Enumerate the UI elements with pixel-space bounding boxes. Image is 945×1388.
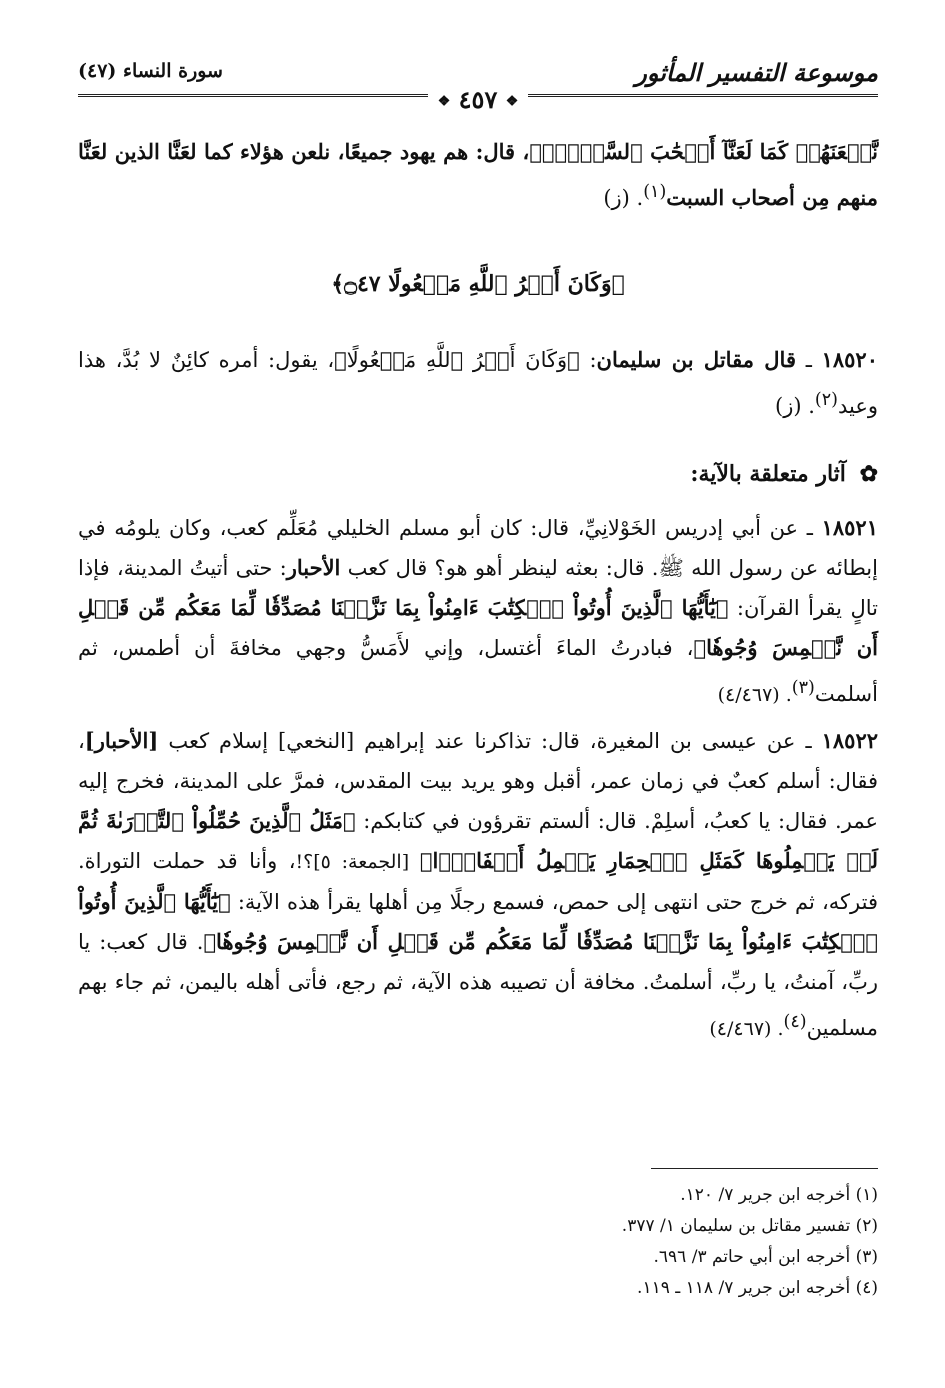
entry-18521 [78, 508, 878, 715]
section-heading [78, 454, 878, 494]
quran-quote: ﴿مَثَلُ ٱلَّذِينَ حُمِّلُواْ ٱلتَّوۡرَىٰةَ ثُمَّ لَمۡ يَحۡمِلُوهَا كَمَثَلِ ٱلۡحِمَارِ يَحۡمِلُ أَسۡفَارَۢا﴾ [78, 808, 879, 873]
flower-icon: ✿ [859, 461, 878, 487]
bold-name: الأحبار [286, 555, 341, 580]
bold-name: [الأحبار] [84, 728, 159, 753]
entry-text: عن أبي إدريس الخَوْلانِيِّ، قال: كان أبو مسلم الخليلي مُعَلِّم كعب، وكان يلومُه في إبطائه عن رسول الله ﷺ. قال: بعثه لينظر أهو هو؟ قال كعب [78, 516, 878, 580]
footnote-ref: (٣) [791, 678, 815, 698]
footnote: (٢) تفسير مقاتل بن سليمان ١/ ٣٧٧. [621, 1216, 878, 1236]
footnote: (١) أخرجه ابن جرير ٧/ ١٢٠. [680, 1185, 878, 1205]
ornament-icon: ❖ [505, 93, 519, 110]
entry-text: عن عيسى بن المغيرة، قال: تذاكرنا عند إبراهيم [النخعي] إسلام كعب [158, 729, 796, 753]
page-number-wrap [78, 86, 878, 116]
surah-reference: [الجمعة: ٥]؟! [295, 851, 420, 873]
entry-tail: . (ز) [775, 394, 815, 418]
entry-18522 [78, 721, 878, 1049]
page-number-value: ٤٥٧ [458, 85, 498, 114]
quran-quote: ﴿يَٰٓأَيُّهَا ٱلَّذِينَ أُوتُواْ ٱلۡكِتَٰبَ ءَامِنُواْ بِمَا نَزَّلۡنَا مُصَدِّقٗا لِّمَا مَعَكُم مِّن قَبۡلِ أَن نَّطۡمِسَ وُجُوهٗا﴾ [78, 889, 878, 954]
dash: ـ [798, 516, 813, 540]
running-title: موسوعة التفسير المأثور [635, 58, 878, 87]
entry-text: ، فقال: أسلم كعبٌ في زمان عمر، أقبل وهو يريد بيت المقدس، فمرَّ على المدينة، فخرج إليه عمر. فقال: يا كعبُ، أسلِمْ. قال: ألستم تقرؤون في كتابكم: [78, 729, 878, 833]
page-number [428, 86, 529, 116]
footnote: (٤) أخرجه ابن جرير ٧/ ١١٨ ـ ١١٩. [637, 1278, 878, 1298]
footnote-ref: (٢) [814, 390, 838, 410]
entry-text: : حتى أتيتُ المدينة، فإذا تالٍ يقرأ القرآن: [78, 556, 878, 620]
footnote-ref: (١) [643, 182, 667, 202]
dash: ـ [795, 729, 812, 753]
entry-text: ، فبادرتُ الماءَ أغتسل، وإني لأَمَسُّ وجهي مخافةَ أن أطمس، ثم أسلمت [78, 636, 878, 706]
footnotes-rule [651, 1168, 878, 1169]
entry-text: : ﴿وَكَانَ أَمۡرُ ٱللَّهِ مَفۡعُولًا﴾، يقول: أمره كائِنٌ لا بُدَّ، هذا وعيد [78, 348, 878, 418]
entry-number: ١٨٥٢٢ [821, 728, 879, 753]
footnote: (٣) أخرجه ابن أبي حاتم ٣/ ٦٩٦. [653, 1247, 878, 1267]
quran-quote: ﴿يَٰٓأَيُّهَا ٱلَّذِينَ أُوتُواْ ٱلۡكِتَٰبَ ءَامِنُواْ بِمَا نَزَّلۡنَا مُصَدِّقٗا لِّمَا مَعَكُم مِّن قَبۡلِ أَن نَّطۡمِسَ وُجُوهٗا﴾ [78, 595, 879, 660]
narrator: قال مقاتل بن سليمان [596, 347, 796, 372]
volume-citation: . (٤/٤٦٧) [709, 1018, 784, 1040]
section-heading-text: آثار متعلقة بالآية: [690, 461, 846, 487]
surah-title: سورة النساء (٤٧) [78, 60, 223, 82]
page-body [78, 132, 878, 1049]
entry-18520 [78, 340, 878, 426]
dash: ـ [796, 348, 812, 372]
entry-number: ١٨٥٢٠ [821, 347, 878, 372]
footnote-ref: (٤) [783, 1012, 807, 1032]
intro-tail: . (ز) [603, 186, 644, 210]
intro-paragraph [78, 132, 878, 218]
volume-citation: . (٤/٤٦٧) [717, 684, 792, 706]
verse-heading: ﴿وَكَانَ أَمۡرُ ٱللَّهِ مَفۡعُولًا ۝٤٧﴾ [331, 271, 625, 297]
entry-text: . قال كعب: يا ربِّ، آمنتُ، يا ربِّ، أسلمتُ. مخافة أن تصيبه هذه الآية، ثم رجع، فأتى أهله باليمن، ثم جاء بهم مسلمين [78, 930, 878, 1040]
entry-number: ١٨٥٢١ [821, 515, 878, 540]
ornament-icon: ❖ [437, 93, 451, 110]
entry-text: ، وأنا قد حملت التوراة. فتركه، ثم خرج حتى انتهى إلى حمص، فسمع رجلًا مِن أهلها يقرأ هذه الآية: [78, 849, 878, 914]
footnotes [378, 1180, 878, 1304]
intro-text: نَّلۡعَنَهُمۡ كَمَا لَعَنَّآ أَصۡحَٰبَ ٱلسَّبۡتِۚ﴾، قال: هم يهود جميعًا، نلعن هؤلاء كما لعَنَّا الذين لعَنَّا منهم مِن أصحاب السبت [78, 139, 878, 210]
